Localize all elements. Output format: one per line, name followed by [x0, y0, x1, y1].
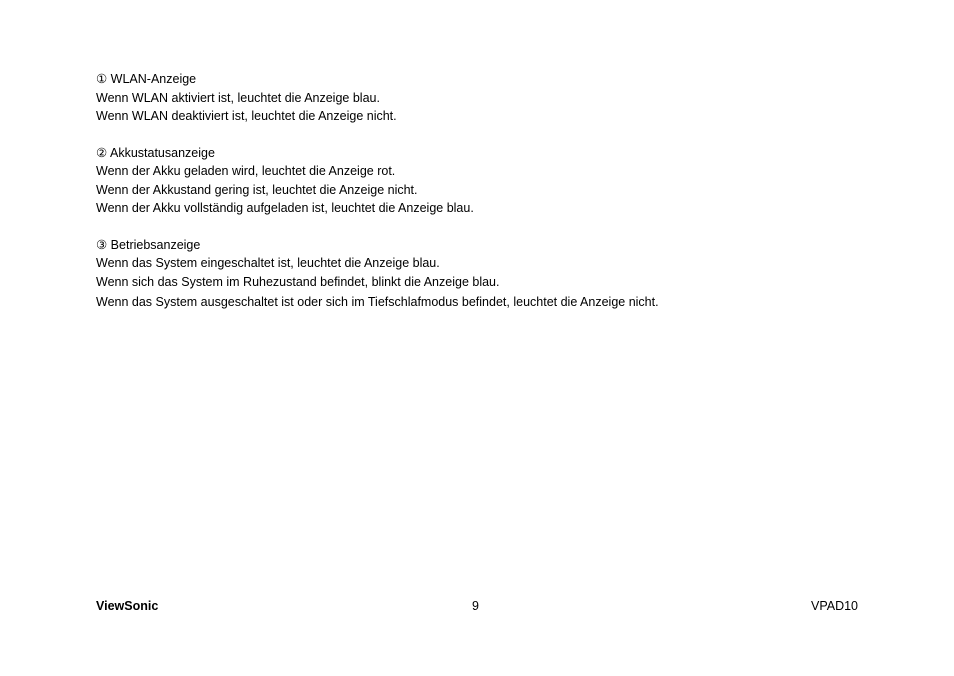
text-line: Wenn WLAN aktiviert ist, leuchtet die Anzeige blau.: [96, 90, 380, 105]
section-heading: ② Akkustatusanzeige: [96, 145, 215, 160]
section-battery-indicator: [96, 144, 896, 218]
text-line: Wenn das System eingeschaltet ist, leuchtet die Anzeige blau.: [96, 256, 440, 270]
section-heading: ③ Betriebsanzeige: [96, 237, 201, 252]
footer-brand: ViewSonic: [96, 599, 159, 613]
section-power-indicator: [96, 236, 896, 312]
text-line: Wenn der Akku geladen wird, leuchtet die Anzeige rot.: [96, 164, 396, 178]
section-wlan-indicator: [96, 70, 896, 126]
text-line: Wenn das System ausgeschaltet ist oder sich im Tiefschlafmodus befindet, leuchtet die Anzeige nicht.: [96, 295, 659, 309]
section-heading: ① WLAN-Anzeige: [96, 72, 197, 86]
text-line: Wenn der Akkustand gering ist, leuchtet die Anzeige nicht.: [96, 182, 418, 197]
text-line: Wenn sich das System im Ruhezustand befindet, blinkt die Anzeige blau.: [96, 274, 500, 289]
footer-page-number: 9: [472, 599, 479, 613]
text-line: Wenn der Akku vollständig aufgeladen ist, leuchtet die Anzeige blau.: [96, 201, 474, 215]
page-footer: [96, 597, 858, 615]
document-body: [96, 70, 896, 330]
footer-model: VPAD10: [810, 599, 858, 613]
text-line: Wenn WLAN deaktiviert ist, leuchtet die Anzeige nicht.: [96, 109, 397, 123]
